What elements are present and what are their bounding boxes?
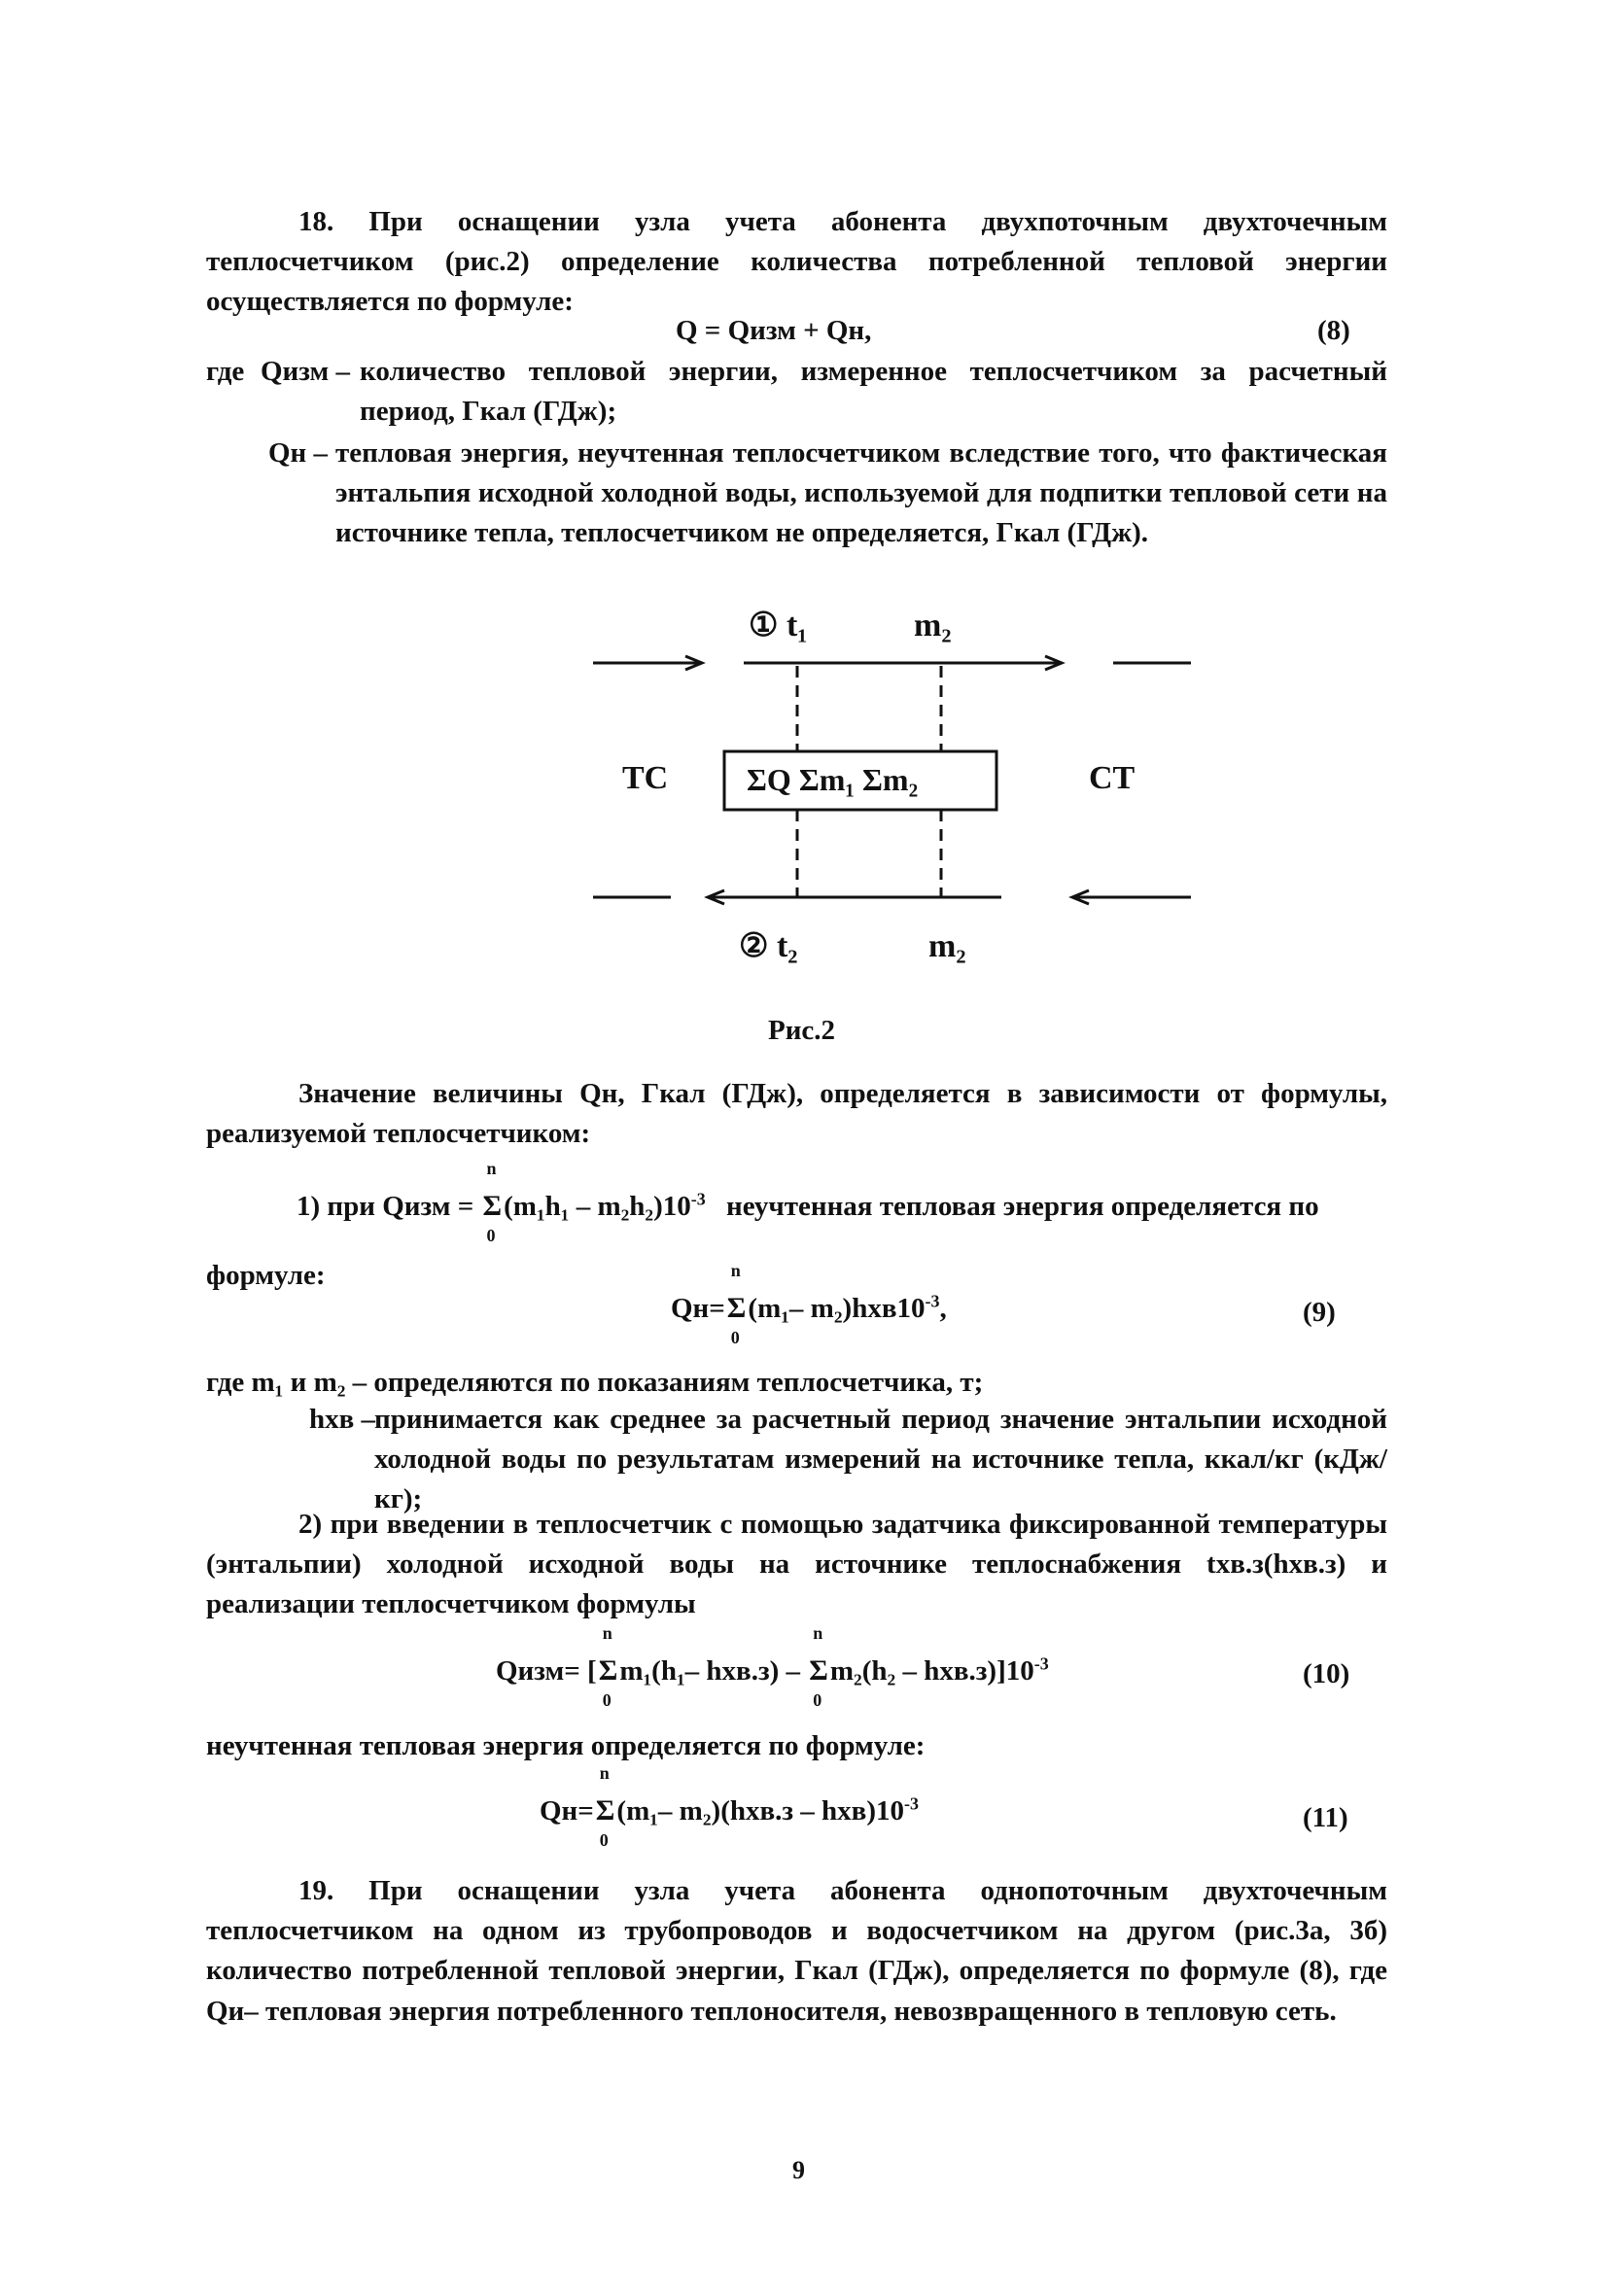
def-qizm-text: количество тепловой энергии, измеренное теплосчетчиком за расчетный период, Гкал (ГДж); bbox=[360, 356, 1387, 428]
def-hxv-text: принимается как среднее за расчетный период значение энтальпии исходной холодной воды по результатам измерений на источнике тепла, ккал/кг (кДж/кг); bbox=[374, 1404, 1387, 1515]
sum-symbol: n Σ 0 bbox=[482, 1159, 503, 1246]
f11-intro: неучтенная тепловая энергия определяется по формуле: bbox=[206, 1730, 926, 1761]
sum-symbol: n Σ 0 bbox=[598, 1623, 618, 1711]
f9-expr: (m₁– m₂)hхв10 bbox=[748, 1293, 926, 1324]
f11-left: Qн= bbox=[540, 1795, 594, 1826]
left-label-tc: ТС bbox=[622, 760, 669, 796]
bottom-sensor-label: ② t₂ bbox=[739, 928, 798, 964]
equation-number-8: (8) bbox=[1317, 315, 1350, 346]
f10-mid1: m₁(h₁– hхв.з) – bbox=[619, 1655, 801, 1687]
equation-number-10: (10) bbox=[1303, 1658, 1350, 1689]
figure-2-diagram bbox=[544, 588, 1225, 996]
page-number: 9 bbox=[792, 2156, 805, 2184]
right-label-ct: СТ bbox=[1089, 760, 1136, 796]
figure-caption: Рис.2 bbox=[768, 1015, 836, 1046]
f10-exp: -3 bbox=[1033, 1653, 1049, 1674]
formula-8: Q = Qизм + Qн, bbox=[676, 315, 872, 346]
equation-number-9: (9) bbox=[1303, 1297, 1336, 1328]
def-hxv-term: hхв – bbox=[309, 1404, 376, 1435]
where-label: где bbox=[206, 356, 245, 387]
f10-left: Qизм= [ bbox=[496, 1655, 597, 1687]
f9-tail: , bbox=[939, 1293, 947, 1324]
formula-9 bbox=[671, 1261, 947, 1348]
f9-exp: -3 bbox=[925, 1291, 940, 1311]
equation-number-11: (11) bbox=[1303, 1802, 1348, 1833]
paragraph-18: 18. При оснащении узла учета абонента двухпоточным двухточечным теплосчетчиком (рис.2) определение количества потребленной тепловой энергии осуществляется по формуле: bbox=[206, 206, 1387, 318]
formula-11 bbox=[540, 1763, 919, 1851]
top-sensor-label: ① t₁ bbox=[749, 608, 808, 644]
formula-10 bbox=[496, 1623, 1049, 1711]
box-text: ΣQ Σm₁ Σm₂ bbox=[747, 762, 919, 797]
case1-exp: -3 bbox=[690, 1189, 706, 1209]
formula-word: формуле: bbox=[206, 1260, 326, 1291]
sum-symbol: n Σ 0 bbox=[726, 1261, 747, 1348]
case2-text: 2) при введении в теплосчетчик с помощью задатчика фиксированной температуры (энтальпии) холодной исходной воды на источнике теплоснабжения tхв.з(hхв.з) и реализации теплосчетчиком формулы bbox=[206, 1509, 1387, 1620]
where-m1-m2: где m₁ и m₂ – определяются по показаниям теплосчетчика, т; bbox=[206, 1367, 984, 1398]
case1-expr: (m₁h₁ – m₂h₂)10 bbox=[504, 1191, 691, 1222]
f10-mid2: m₂(h₂ – hхв.з)]10 bbox=[829, 1655, 1034, 1687]
def-qn-text: тепловая энергия, неучтенная теплосчетчиком вследствие того, что фактическая энтальпия исходной холодной воды, используемой для подпитки тепловой сети на источнике тепла, теплосчетчиком не определяется, Гкал (ГДж). bbox=[335, 437, 1387, 549]
case1-prefix: 1) при Qизм = bbox=[297, 1191, 474, 1222]
sum-symbol: n Σ 0 bbox=[595, 1763, 615, 1851]
paragraph-19: 19. При оснащении узла учета абонента однопоточным двухточечным теплосчетчиком на одном из трубопроводов и водосчетчиком на другом (рис.3а, 3б) количество потребленной тепловой энергии, Гкал (ГДж), определяется по формуле (8), где Qи– тепловая энергия потребленного теплоносителя, невозвращенного в тепловую сеть. bbox=[206, 1875, 1387, 2027]
f11-exp: -3 bbox=[904, 1793, 919, 1814]
top-flow-label: m₂ bbox=[914, 608, 952, 644]
def-qizm-term: Qизм – bbox=[261, 356, 351, 387]
f11-expr: (m₁– m₂)(hхв.з – hхв)10 bbox=[616, 1795, 904, 1826]
f9-left: Qн= bbox=[671, 1293, 725, 1324]
case1-line bbox=[297, 1159, 1319, 1246]
case1-suffix: неучтенная тепловая энергия определяется по bbox=[726, 1191, 1319, 1222]
sum-symbol: n Σ 0 bbox=[809, 1623, 828, 1711]
bottom-flow-label: m₂ bbox=[928, 928, 966, 964]
def-qn-term: Qн – bbox=[268, 437, 329, 469]
paragraph-qn: Значение величины Qн, Гкал (ГДж), определяется в зависимости от формулы, реализуемой теплосчетчиком: bbox=[206, 1078, 1387, 1150]
